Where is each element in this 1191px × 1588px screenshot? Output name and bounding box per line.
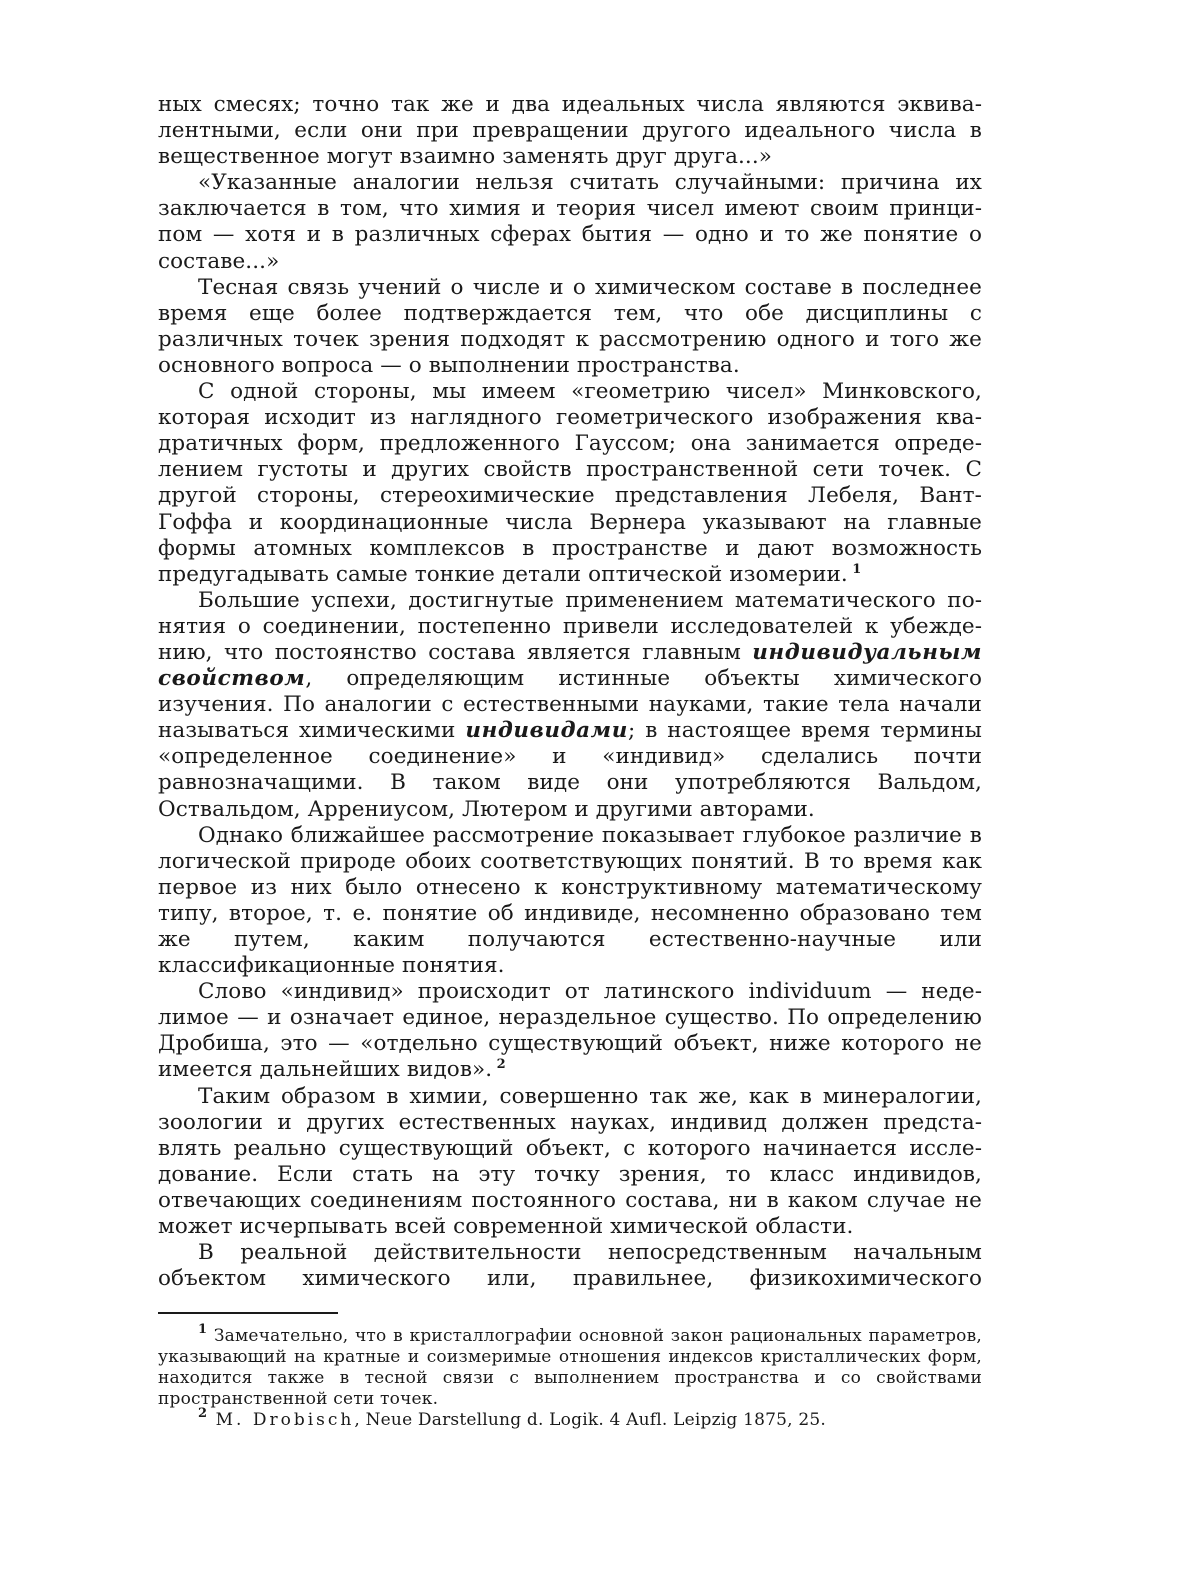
paragraph-text: Слово «индивид» происходит от латинского individuum — неделимое — и означает единое, нераздельное существо. По определению Дробиша, это — «отдельно существующий объект, ниже которого не имеется дальнейших видов». (158, 979, 982, 1083)
footnote-number: 2 (198, 1406, 208, 1422)
footnote (158, 1322, 982, 1410)
paragraph (158, 979, 982, 1083)
paragraph (158, 823, 982, 980)
paragraph-text: , определяющим истинные объекты химического изучения. По аналогии с естественными науками, такие тела начали называться химическими (158, 666, 982, 744)
footnote-text: , Neue Darstellung d. Logik. 4 Aufl. Leipzig 1875, 25. (354, 1410, 826, 1431)
footnote-divider (158, 1312, 338, 1314)
paragraph-text: ; в настоящее время термины «определенное соединение» и «индивид» сделались почти равнозначащими. В таком виде они употребляются Вальдом, Оствальдом, Аррениусом, Лютером и другими авторами. (158, 718, 982, 822)
paragraph (158, 1084, 982, 1241)
book-page (158, 92, 982, 1431)
paragraph-text: В реальной действительности непосредственным начальным объектом химического или, правильнее, физикохимического (158, 1240, 982, 1292)
footnotes (158, 1322, 982, 1431)
footnote-number: 1 (198, 1322, 208, 1338)
paragraph-text: Тесная связь учений о числе и о химическом составе в последнее время еще более подтверждается тем, что обе дисциплины с различных точек зрения подходят к рассмотрению одного и того же основного вопроса — о выполнении пространства. (158, 274, 982, 378)
paragraph-text: С одной стороны, мы имеем «геометрию чисел» Минковского, которая исходит из наглядного геометрического изображения квадратичных форм, предложенного Гауссом; она занимается определением густоты и других свойств пространственной сети точек. С другой стороны, стереохимические представления Лебеля, Вант-Гоффа и координационные числа Вернера указывают на главные формы атомных комплексов в пространстве и дают возможность предугадывать самые тонкие детали оптической изомерии. (158, 379, 982, 587)
footnote-author: M. Drobisch (207, 1410, 355, 1431)
body-text (158, 92, 982, 1292)
footnote-ref: 2 (496, 1057, 506, 1073)
paragraph-text: ных смесях; точно так же и два идеальных числа являются эквивалентными, если они при превращении другого идеального числа в вещественное могут взаимно заменять друг друга...» (158, 92, 982, 170)
paragraph (158, 1240, 982, 1292)
paragraph (158, 275, 982, 379)
footnote-ref: 1 (852, 561, 862, 577)
footnote-text: Замечательно, что в кристаллографии основной закон рациональных параметров, указывающий на кратные и соизмеримые отношения индексов кристаллических форм, находится также в тесной связи с выполнением пространства и со свойствами пространственной сети точек. (158, 1326, 982, 1410)
paragraph-text: Таким образом в химии, совершенно так же, как в минералогии, зоологии и других естественных науках, индивид должен представлять реально существующий объект, с которого начинается исследование. Если стать на эту точку зрения, то класс индивидов, отвечающих соединениям постоянного состава, ни в каком случае не может исчерпывать всей современной химической области. (158, 1083, 982, 1240)
paragraph (158, 92, 982, 170)
paragraph-text: Однако ближайшее рассмотрение показывает глубокое различие в логической природе обоих соответствующих понятий. В то время как первое из них было отнесено к конструктивному математическому типу, второе, т. е. понятие об индивиде, несомненно образовано тем же путем, каким получаются естественно-научные или классификационные понятия. (158, 822, 982, 979)
paragraph-text: Большие успехи, достигнутые применением математического понятия о соединении, постепенно привели исследователей к убеждению, что постоянство состава является главным (158, 587, 982, 665)
paragraph (158, 588, 982, 823)
emphasis-text: индивидуальным свойством (158, 639, 982, 692)
paragraph (158, 170, 982, 274)
paragraph (158, 379, 982, 588)
paragraph-text: «Указанные аналогии нельзя считать случайными: причина их заключается в том, что химия и теория чисел имеют своим принципом — хотя и в различных сферах бытия — одно и то же понятие о составе...» (158, 170, 982, 274)
emphasis-text: индивидами (465, 718, 628, 744)
footnote (158, 1406, 982, 1431)
